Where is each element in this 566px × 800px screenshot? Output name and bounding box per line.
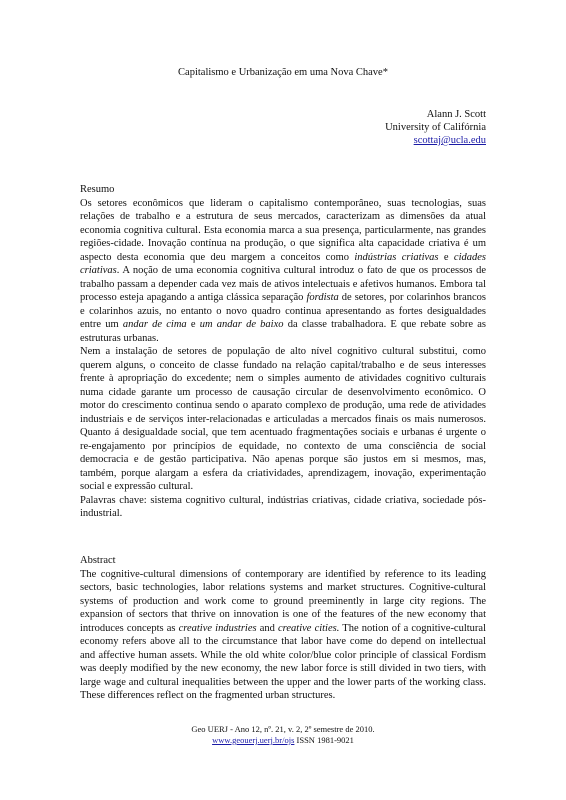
author-email-link[interactable]: scottaj@ucla.edu [413, 135, 486, 146]
abstract-paragraph: The cognitive-cultural dimensions of contemporary are identified by reference to its leading sectors, basic technologies, labor relations systems and market structures. Cognitive-cultural systems of production and work come to ground preeminently in large city regions. The expansion of sectors that thrive on innovation is one of the features of the new economy that introduces concepts as creative industries and creative cities. The notion of a cognitive-cultural economy refers above all to the circumstance that labor have come do depend on intellectual and affective human assets. While the old white color/blue color principle of classical Fordism was deeply modified by the new economy, the new labor force is still divided in two tiers, with large wage and cultural inequalities between the upper and the lower parts of the working class. These differences reflect on the fragmented urban structures. [80, 568, 487, 701]
page-footer [0, 724, 566, 746]
footer-journal-info: Geo UERJ - Ano 12, nº. 21, v. 2, 2º semestre de 2010. [191, 724, 375, 734]
abstract-heading: Abstract [80, 555, 116, 566]
resumo-paragraph-2: Nem a instalação de setores de população de alto nível cognitivo cultural substitui, como querem alguns, o conceito de classe fundado na relação capital/trabalho e de seus interesses frente à apropriação do excedente; nem o simples aumento de atividades cognitivo culturais numa cidade garante um processo de causação circular de desenvolvimento econômico. O motor do crescimento continua sendo o aparato complexo de produção, uma rede de atividades industriais e de serviços inter-relacionadas e articuladas a mercados finais os mais numerosos. Quanto á desigualdade social, que tem acentuado fragmentações sociais e urbanas é urgente o re-engajamento por princípios de equidade, no contexto de uma consciência de social democracia e de gestão participativa. Não apenas porque são justos em si mesmos, mas, também, porque alargam a esfera da criatividades, aprendizagem, inovação, experimentação social e expressão cultural. [80, 346, 486, 492]
abstract-section [80, 554, 486, 703]
footer-link-line [0, 735, 566, 746]
footer-journal-link[interactable]: www.geouerj.uerj.br/ojs [212, 735, 295, 745]
paper-title: Capitalismo e Urbanização em uma Nova Chave* [178, 67, 388, 78]
resumo-keywords: Palavras chave: sistema cognitivo cultural, indústrias criativas, cidade criativa, sociedade pós-industrial. [80, 494, 486, 519]
resumo-section [80, 183, 486, 521]
author-affiliation: University of Califórnia [385, 122, 486, 133]
resumo-heading: Resumo [80, 184, 115, 195]
footer-issn: ISSN 1981-9021 [294, 735, 354, 745]
author-name: Alann J. Scott [426, 109, 486, 120]
author-block [385, 108, 486, 147]
resumo-paragraph-1: Os setores econômicos que lideram o capitalismo contemporâneo, suas tecnologias, suas relações de trabalho e a estrutura de seus mercados, caracterizam as dimensões da atual economia cognitiva cultural. Esta economia marca a sua presença, particularmente, nas grandes regiões-cidade. Inovação contínua na produção, o que significa alta capacidade criativa é um aspecto desta economia que deu margem a conceitos como indústrias criativas e cidades criativas. A noção de uma economia cognitiva cultural introduz o fato de que os processos de trabalho passam a depender cada vez mais de ativos intelectuais e afetivos humanos. Embora tal processo esteja apagando a antiga clássica separação fordista de setores, por colarinhos brancos e colarinhos azuis, no entanto o novo quadro continua apresentando as fortes desigualdades entre um andar de cima e um andar de baixo da classe trabalhadora. E que rebate sobre as estruturas urbanas. [80, 197, 486, 344]
